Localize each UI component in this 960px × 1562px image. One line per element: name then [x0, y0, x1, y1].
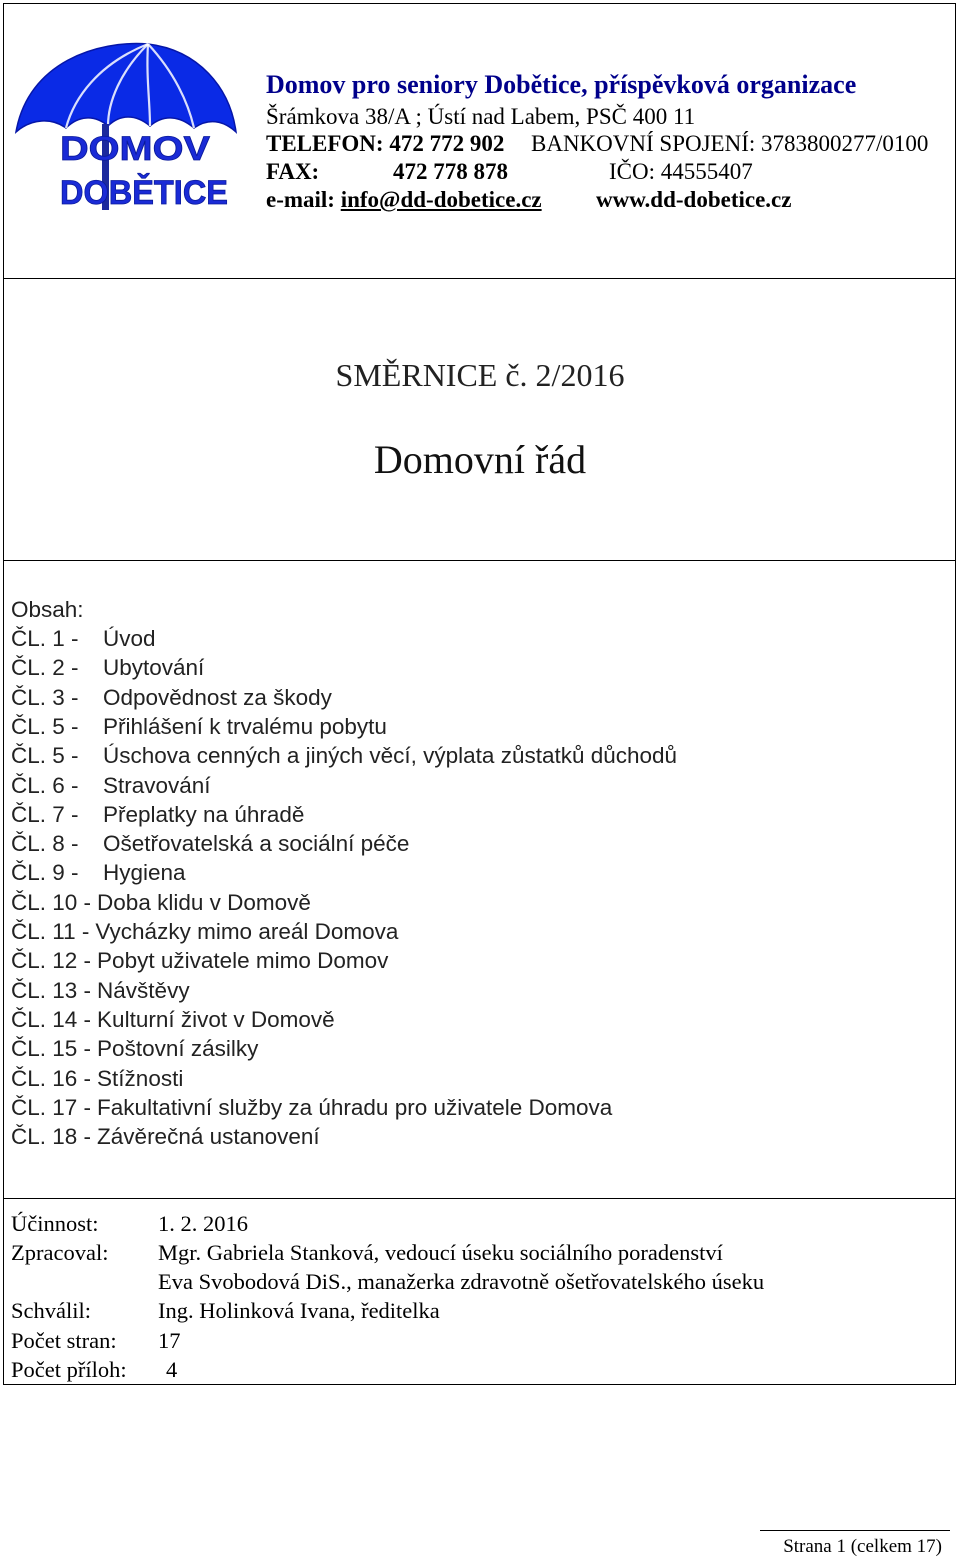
pages-label: Počet stran:: [11, 1328, 117, 1353]
toc-item-title: Přeplatky na úhradě: [103, 802, 305, 827]
effective-label: Účinnost:: [11, 1211, 99, 1236]
toc-item-number: ČL. 15 -: [11, 1036, 92, 1061]
toc-item-title: Poštovní zásilky: [97, 1036, 259, 1061]
toc-item-title: Fakultativní služby za úhradu pro uživatele Domova: [97, 1095, 613, 1120]
toc-item-title: Stravování: [103, 773, 211, 798]
toc-item-title: Kulturní život v Domově: [97, 1007, 335, 1032]
logo-line1: DOMOV: [60, 130, 211, 168]
toc-item: [11, 978, 190, 1007]
toc-item-title: Závěrečná ustanovení: [97, 1124, 320, 1149]
toc-item-number: ČL. 7 -: [11, 802, 79, 827]
attachments-label: Počet příloh:: [11, 1357, 127, 1382]
email-web-line: [266, 187, 792, 213]
organization-name: Domov pro seniory Dobětice, příspěvková organizace: [266, 70, 857, 99]
email-link[interactable]: info@dd-dobetice.cz: [340, 187, 542, 212]
toc-item-title: Přihlášení k trvalému pobytu: [103, 714, 387, 739]
toc-item: [11, 948, 388, 977]
toc-item-number: ČL. 17 -: [11, 1095, 92, 1120]
prepared-by-2: Eva Svobodová DiS., manažerka zdravotně ošetřovatelského úseku: [158, 1269, 765, 1294]
toc-item-number: ČL. 10 -: [11, 890, 92, 915]
toc-item-title: Úvod: [103, 626, 156, 651]
pages-value: 17: [158, 1328, 181, 1353]
toc-item: [11, 1036, 258, 1065]
toc-item-title: Úschova cenných a jiných věcí, výplata zůstatků důchodů: [103, 743, 678, 768]
toc-heading: Obsah:: [11, 597, 84, 622]
toc-item-number: ČL. 2 -: [11, 655, 79, 680]
toc-item-number: ČL. 6 -: [11, 773, 79, 798]
toc-item: [11, 1066, 183, 1095]
approved-label: Schválil:: [11, 1298, 91, 1323]
toc-item: [11, 655, 205, 684]
attachments-value: 4: [166, 1357, 178, 1382]
directive-number: SMĚRNICE č. 2/2016: [335, 357, 625, 393]
phone-label: TELEFON: 472 772 902: [266, 131, 505, 156]
fax-label: FAX:: [266, 159, 320, 184]
prepared-by-1: Mgr. Gabriela Stanková, vedoucí úseku sociálního poradenství: [158, 1240, 723, 1265]
phone-bank-line: [266, 131, 929, 157]
toc-item-number: ČL. 11 -: [11, 919, 90, 944]
toc-item-number: ČL. 3 -: [11, 685, 79, 710]
toc-item-number: ČL. 9 -: [11, 860, 79, 885]
organization-address: Šrámkova 38/A ; Ústí nad Labem, PSČ 400 11: [266, 104, 696, 129]
prepared-label: Zpracoval:: [11, 1240, 109, 1265]
footer-divider: [760, 1530, 950, 1531]
title-box: [3, 277, 956, 561]
document-title: Domovní řád: [373, 437, 587, 482]
website-link[interactable]: www.dd-dobetice.cz: [596, 187, 792, 212]
toc-item: [11, 831, 410, 860]
toc-item: [11, 802, 305, 831]
toc-item-number: ČL. 12 -: [11, 948, 92, 973]
toc-item: [11, 626, 156, 655]
toc-item-title: Návštěvy: [97, 978, 190, 1003]
email-label: e-mail:: [266, 187, 335, 212]
toc-item-number: ČL. 14 -: [11, 1007, 92, 1032]
domov-dobetice-logo: [8, 32, 238, 222]
toc-item-title: Stížnosti: [97, 1066, 184, 1091]
toc-item-number: ČL. 5 -: [11, 743, 79, 768]
toc-item-title: Hygiena: [103, 860, 186, 885]
toc-item-title: Vycházky mimo areál Domova: [95, 919, 399, 944]
toc-item-title: Ubytování: [103, 655, 205, 680]
toc-item-number: ČL. 1 -: [11, 626, 79, 651]
ico-label: IČO: 44555407: [609, 159, 753, 184]
page-number: Strana 1 (celkem 17): [783, 1536, 942, 1557]
bank-label: BANKOVNÍ SPOJENÍ: 3783800277/0100: [531, 131, 929, 156]
fax-ico-line: [266, 159, 753, 185]
toc-item-number: ČL. 5 -: [11, 714, 79, 739]
toc-item-title: Odpovědnost za škody: [103, 685, 332, 710]
toc-item-number: ČL. 13 -: [11, 978, 92, 1003]
toc-item-number: ČL. 8 -: [11, 831, 79, 856]
toc-item: [11, 773, 211, 802]
toc-item: [11, 743, 678, 772]
toc-item: [11, 1124, 320, 1153]
toc-item-title: Doba klidu v Domově: [97, 890, 311, 915]
toc-item: [11, 1007, 335, 1036]
toc-item-title: Pobyt uživatele mimo Domov: [97, 948, 389, 973]
logo-line2: DOBĚTICE: [60, 174, 228, 212]
toc-item-title: Ošetřovatelská a sociální péče: [103, 831, 410, 856]
toc-item: [11, 860, 186, 889]
toc-item: [11, 714, 387, 743]
fax-value: 472 778 878: [393, 159, 508, 184]
approved-value: Ing. Holinková Ivana, ředitelka: [158, 1298, 440, 1323]
toc-item: [11, 685, 332, 714]
toc-item-number: ČL. 18 -: [11, 1124, 92, 1149]
toc-item: [11, 919, 398, 948]
toc-item-number: ČL. 16 -: [11, 1066, 92, 1091]
toc-item: [11, 890, 311, 919]
effective-value: 1. 2. 2016: [158, 1211, 248, 1236]
toc-item: [11, 1095, 612, 1124]
